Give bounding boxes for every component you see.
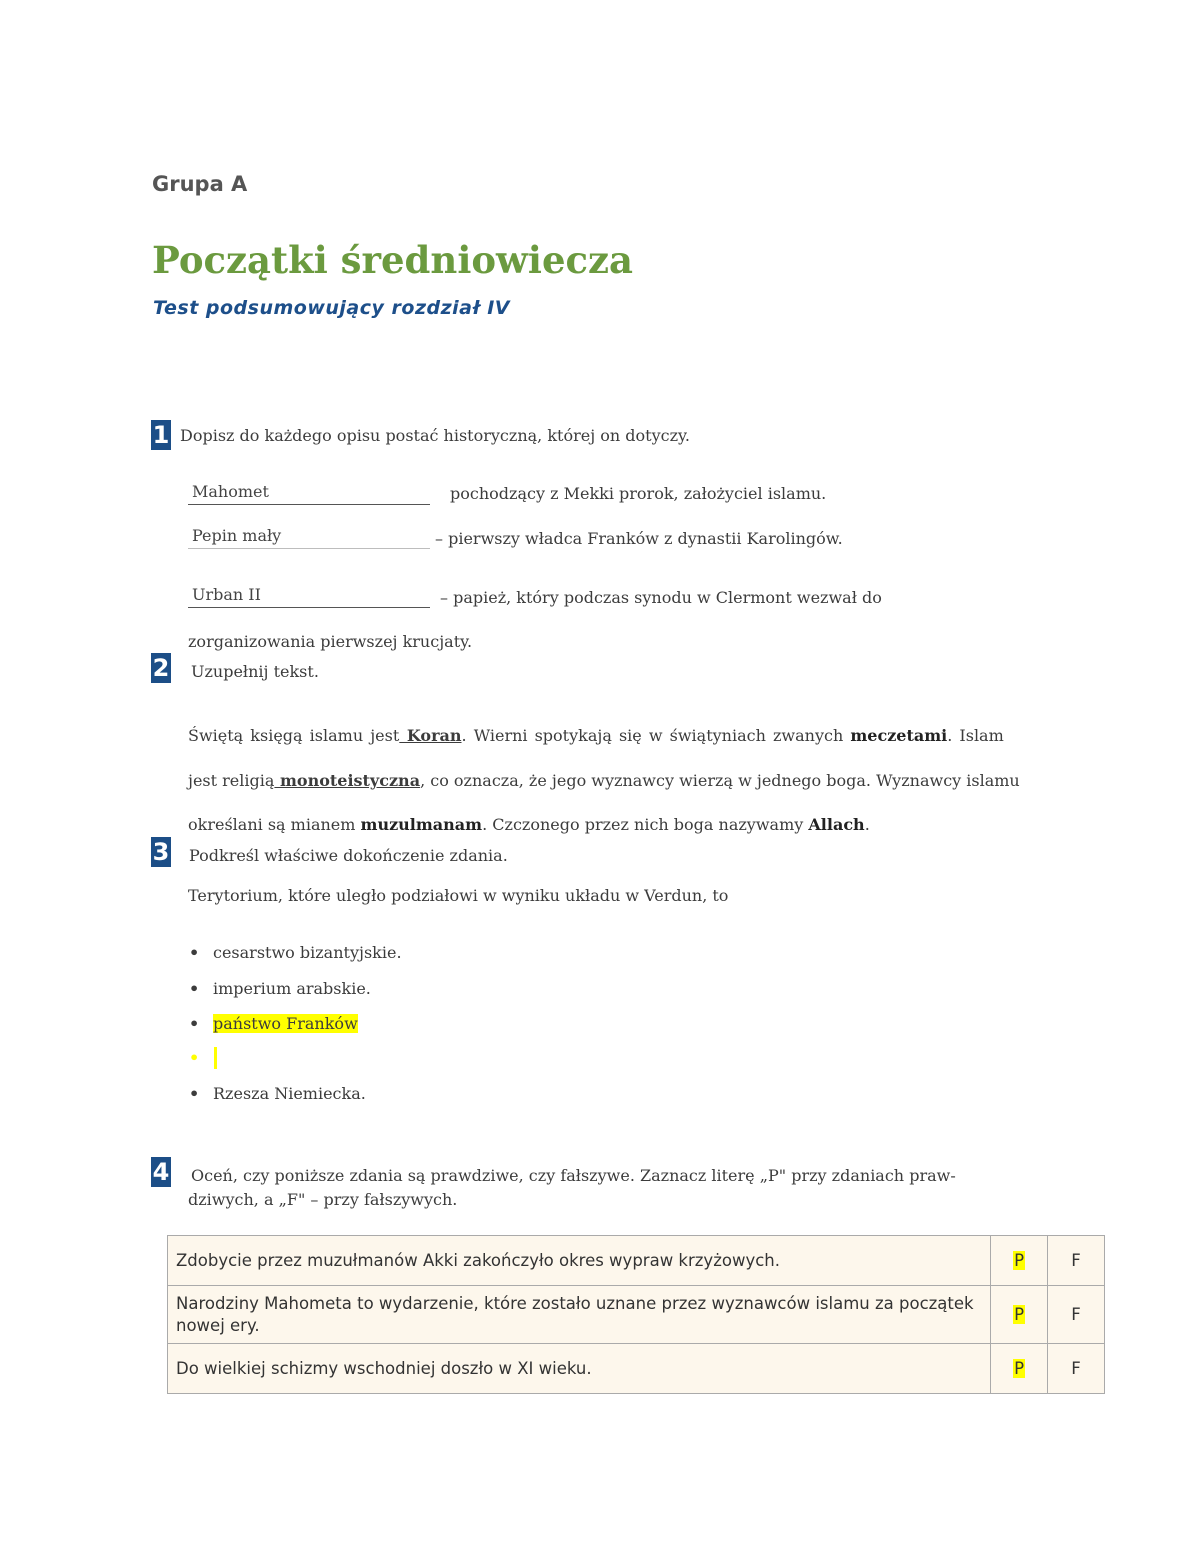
task-2-instruction: Uzupełnij tekst. <box>191 662 319 681</box>
answer-2-text: Pepin mały <box>192 526 282 545</box>
task-2-text: . Wierni spotykają się w świątyniach zwanych <box>461 726 851 745</box>
description-1: pochodzący z Mekki prorok, założyciel islamu. <box>450 484 827 503</box>
task-2-answer-allach[interactable]: Allach <box>808 815 865 834</box>
false-option: F <box>1071 1251 1081 1270</box>
answer-field-2[interactable] <box>188 526 430 549</box>
true-false-table <box>167 1235 1105 1394</box>
option-1-text: cesarstwo bizantyjskie. <box>213 943 402 962</box>
answer-field-3[interactable] <box>188 585 430 608</box>
task-3-instruction: Podkreśl właściwe dokończenie zdania. <box>189 846 508 865</box>
page-title: Początki średniowiecza <box>152 238 634 282</box>
true-option-selected: P <box>1014 1359 1025 1378</box>
false-option: F <box>1071 1305 1081 1324</box>
true-option-cell[interactable] <box>991 1236 1048 1286</box>
task-4-number: 4 <box>152 1158 170 1186</box>
table-row <box>168 1236 1105 1286</box>
table-row <box>168 1344 1105 1394</box>
task-1-instruction: Dopisz do każdego opisu postać historyczną, której on dotyczy. <box>180 426 691 445</box>
false-option: F <box>1071 1359 1081 1378</box>
task-2-text: jest religią <box>188 771 275 790</box>
true-option-selected: P <box>1014 1305 1025 1324</box>
task-4-instruction-line-2: dziwych, a „F" – przy fałszywych. <box>188 1190 458 1209</box>
option-2[interactable] <box>189 979 371 998</box>
task-2-number: 2 <box>152 654 170 682</box>
task-2-answer-koran[interactable]: Koran <box>399 726 462 745</box>
task-3-stem: Terytorium, które uległo podziałowi w wyniku układu w Verdun, to <box>188 886 729 905</box>
statement-cell: Do wielkiej schizmy wschodniej doszło w XI wieku. <box>168 1344 991 1394</box>
task-3-number: 3 <box>152 838 170 866</box>
option-3-text-highlighted: państwo Franków <box>213 1014 358 1033</box>
group-label: Grupa A <box>152 172 248 196</box>
task-2-answer-monoteistyczna[interactable]: monoteistyczna <box>274 771 421 790</box>
task-2-answer-muzulmanam[interactable]: muzulmanam <box>360 815 483 834</box>
statement-cell: Zdobycie przez muzułmanów Akki zakończyło okres wypraw krzyżowych. <box>168 1236 991 1286</box>
table-row <box>168 1286 1105 1344</box>
option-3[interactable] <box>189 1014 358 1033</box>
task-2-text: . Czczonego przez nich boga nazywamy <box>482 815 809 834</box>
answer-field-1[interactable] <box>188 482 430 505</box>
statement-cell: Narodziny Mahometa to wydarzenie, które zostało uznane przez wyznawców islamu za początek nowej ery. <box>168 1286 991 1344</box>
true-option-selected: P <box>1014 1251 1025 1270</box>
option-5-text: Rzesza Niemiecka. <box>213 1084 366 1103</box>
task-2-line-1 <box>188 726 1004 745</box>
true-option-cell[interactable] <box>991 1286 1048 1344</box>
answer-1-text: Mahomet <box>192 482 269 501</box>
option-1[interactable] <box>189 943 402 962</box>
answer-3-text: Urban II <box>192 585 261 604</box>
false-option-cell[interactable] <box>1048 1286 1105 1344</box>
task-2-text: określani są mianem <box>188 815 361 834</box>
false-option-cell[interactable] <box>1048 1344 1105 1394</box>
task-2-text: Świętą księgą islamu jest <box>188 726 400 745</box>
description-3: – papież, który podczas synodu w Clermont wezwał do <box>440 588 882 607</box>
task-2-text: . <box>864 815 870 834</box>
task-1-number: 1 <box>152 421 170 449</box>
true-option-cell[interactable] <box>991 1344 1048 1394</box>
bullet-icon: • <box>189 979 200 998</box>
task-2-text: . Islam <box>947 726 1004 745</box>
task-2-answer-meczetami[interactable]: meczetami <box>850 726 948 745</box>
text-cursor-icon <box>214 1047 217 1069</box>
task-4-instruction-line-1: Oceń, czy poniższe zdania są prawdziwe, czy fałszywe. Zaznacz literę „P" przy zdaniach praw- <box>191 1166 956 1185</box>
task-2-line-2 <box>188 771 1020 790</box>
option-4[interactable] <box>189 1047 217 1069</box>
bullet-icon: • <box>189 943 200 962</box>
bullet-icon: • <box>189 1014 200 1033</box>
description-2: – pierwszy władca Franków z dynastii Karolingów. <box>435 529 843 548</box>
page-subtitle: Test podsumowujący rozdział IV <box>153 297 511 319</box>
description-3-continuation: zorganizowania pierwszej krucjaty. <box>188 632 473 651</box>
task-2-line-3 <box>188 815 870 834</box>
option-5[interactable] <box>189 1084 366 1103</box>
bullet-icon: • <box>189 1047 200 1067</box>
option-2-text: imperium arabskie. <box>213 979 371 998</box>
bullet-icon: • <box>189 1084 200 1103</box>
task-2-text: , co oznacza, że jego wyznawcy wierzą w jednego boga. Wyznawcy islamu <box>420 771 1020 790</box>
false-option-cell[interactable] <box>1048 1236 1105 1286</box>
